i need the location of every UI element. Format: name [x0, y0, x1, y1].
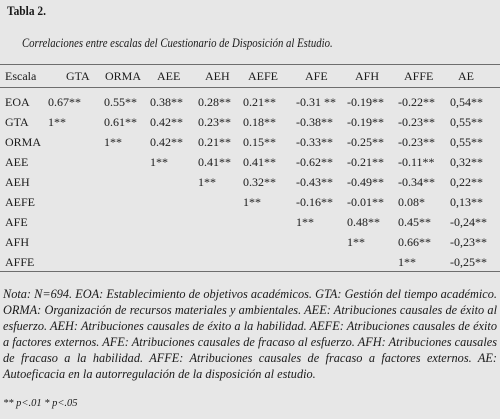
table-cell: 0.08* — [398, 195, 425, 209]
table-cell: 0.48** — [347, 215, 380, 229]
bottom-rule — [0, 271, 500, 272]
table-cell: -0.38** — [296, 115, 333, 129]
table-cell: -0.62** — [296, 155, 333, 169]
table-cell: 0.21** — [198, 135, 231, 149]
row-label: AEFE — [5, 195, 35, 209]
header-affe: AFFE — [404, 69, 434, 83]
table-cell: 1** — [398, 255, 416, 269]
table-cell: 0,32** — [450, 155, 483, 169]
header-gta: GTA — [66, 69, 90, 83]
table-cell: 0.41** — [243, 155, 276, 169]
table-cell: -0.23** — [398, 135, 435, 149]
row-label: GTA — [5, 115, 29, 129]
row-label: AFE — [5, 215, 28, 229]
table-cell: -0,23** — [450, 235, 487, 249]
table-caption: Correlaciones entre escalas del Cuestionario de Disposición al Estudio. — [22, 36, 333, 50]
table-cell: 0.66** — [398, 235, 431, 249]
table-cell: -0.11** — [398, 155, 435, 169]
table-cell: -0.31 ** — [296, 95, 336, 109]
table-cell: 0.42** — [150, 115, 183, 129]
table-cell: 0.38** — [150, 95, 183, 109]
table-note: Nota: N=694. EOA: Establecimiento de objetivos académicos. GTA: Gestión del tiempo académico. ORMA: Organización de recursos materiales y ambientales. AEE: Atribuciones causales de éxito al esfuerzo. AEH: Atribuciones causales de éxito a la habilidad. AEFE: Atribuciones causales de éxito a factores externos. AFE: Atribuciones causales de fracaso al esfuerzo. AFH: Atribuciones causales de fracaso a la habilidad. AFFE: Atribuciones causales de fracaso a factores externos. AE: Autoeficacia en la autorregulación de la disposición al estudio. — [3, 287, 497, 381]
header-orma: ORMA — [105, 69, 142, 83]
table-cell: 0.41** — [198, 155, 231, 169]
table-cell: 0.28** — [198, 95, 231, 109]
table-cell: -0.01** — [347, 195, 384, 209]
table-cell: 0.21** — [243, 95, 276, 109]
table-cell: 1** — [243, 195, 261, 209]
table-cell: -0.22** — [398, 95, 435, 109]
table-cell: -0.16** — [296, 195, 333, 209]
table-cell: 1** — [296, 215, 314, 229]
table-cell: 1** — [48, 115, 66, 129]
table-cell: 0.42** — [150, 135, 183, 149]
header-aee: AEE — [157, 69, 181, 83]
header-aeh: AEH — [205, 69, 230, 83]
table-cell: 0.15** — [243, 135, 276, 149]
header-escala: Escala — [5, 69, 37, 83]
table-cell: -0.49** — [347, 175, 384, 189]
row-label: EOA — [5, 95, 30, 109]
table-cell: 0,13** — [450, 195, 483, 209]
table-cell: -0.33** — [296, 135, 333, 149]
table-cell: 0.55** — [104, 95, 137, 109]
header-afe: AFE — [305, 69, 328, 83]
table-cell: -0,25** — [450, 255, 487, 269]
table-cell: 1** — [347, 235, 365, 249]
table-cell: 0.32** — [243, 175, 276, 189]
table-cell: 0.45** — [398, 215, 431, 229]
table-cell: -0.19** — [347, 95, 384, 109]
table-cell: -0.43** — [296, 175, 333, 189]
table-cell: -0.19** — [347, 115, 384, 129]
header-ae: AE — [458, 69, 474, 83]
table-cell: -0.21** — [347, 155, 384, 169]
table-cell: 0.18** — [243, 115, 276, 129]
header-afh: AFH — [355, 69, 380, 83]
table-cell: -0,24** — [450, 215, 487, 229]
table-cell: 0,55** — [450, 135, 483, 149]
table-cell: -0.23** — [398, 115, 435, 129]
row-label: AEE — [5, 155, 29, 169]
row-label: AFFE — [5, 255, 35, 269]
table-cell: 1** — [150, 155, 168, 169]
table-cell: 0,22** — [450, 175, 483, 189]
table-cell: 1** — [198, 175, 216, 189]
table-cell: -0.34** — [398, 175, 435, 189]
table-cell: 0,54** — [450, 95, 483, 109]
header-aefe: AEFE — [248, 69, 278, 83]
table-label: Tabla 2. — [7, 3, 47, 18]
table-cell: 0.23** — [198, 115, 231, 129]
significance-note: ** p<.01 * p<.05 — [3, 398, 78, 409]
table-cell: 0,55** — [450, 115, 483, 129]
table-cell: 0.61** — [104, 115, 137, 129]
top-rule — [0, 64, 500, 65]
row-label: AEH — [5, 175, 30, 189]
row-label: AFH — [5, 235, 30, 249]
table-cell: 0.67** — [48, 95, 81, 109]
header-rule — [0, 87, 500, 88]
table-cell: -0.25** — [347, 135, 384, 149]
table-cell: 1** — [104, 135, 122, 149]
row-label: ORMA — [5, 135, 42, 149]
